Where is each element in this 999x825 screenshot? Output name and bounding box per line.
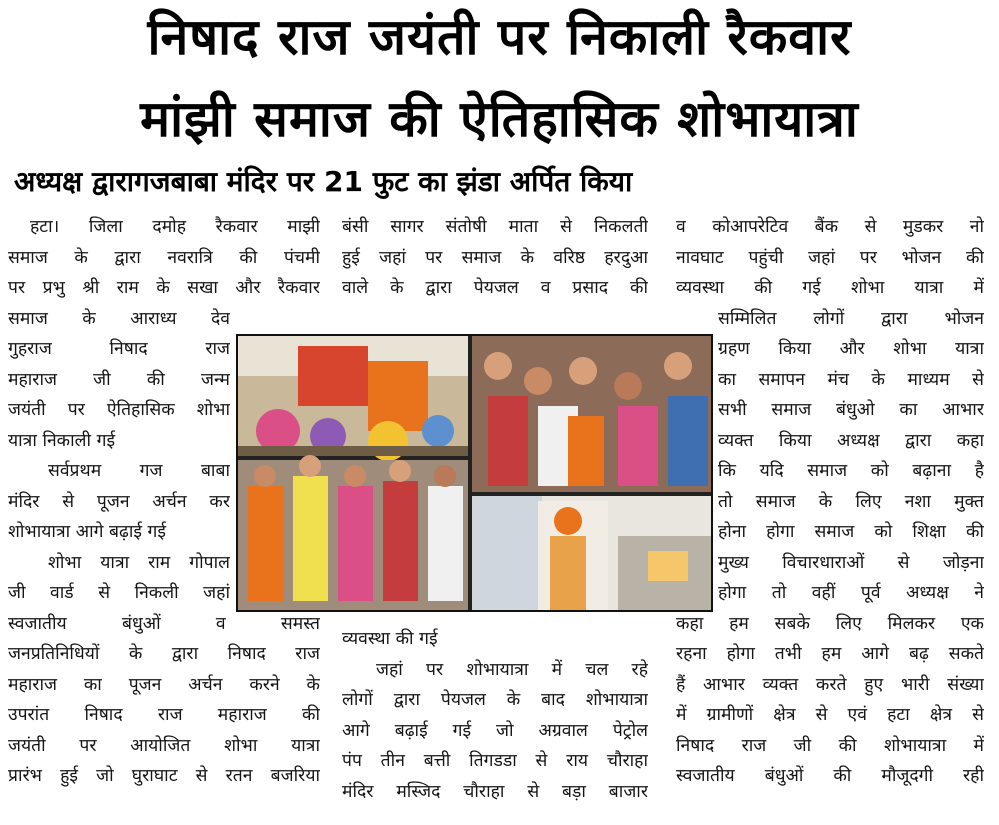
article-text-line: सम्मिलित लोगों द्वारा भोजन (718, 308, 984, 329)
article-text-line: रहना होगा तभी हम आगे बढ़ सकते (676, 644, 984, 664)
article-text-line: होगा तो वहीं पूर्व अध्यक्ष ने (718, 583, 984, 603)
article-text-line: समाज के द्वारा नवरात्रि की पंचमी (8, 247, 320, 268)
article-text-line: ग्रहण किया और शोभा यात्रा (718, 339, 984, 359)
article-text-line: गुहराज निषाद राज (8, 339, 230, 359)
article-text-line: प्रारंभ हुई जो घुराघाट से रतन बजरिया (8, 766, 320, 786)
article-text-line: पर प्रभु श्री राम के सखा और रैकवार (8, 278, 320, 298)
article-text-line: हैं आभार व्यक्त करते हुए भारी संख्या (676, 674, 984, 695)
article-text-line: होना होगा समाज को शिक्षा की (718, 522, 984, 542)
article-text-line: तो समाज के लिए नशा मुक्त (718, 491, 984, 512)
article-text-line: का समापन मंच के माध्यम से (718, 369, 984, 390)
article-text-line: जी वार्ड से निकली जहां (8, 583, 230, 603)
article-text-line: स्वजातीय बंधुओं व समस्त (8, 613, 320, 634)
article-text-line: कहा हम सबके लिए मिलकर एक (676, 613, 984, 634)
article-text-line: जयंती पर आयोजित शोभा यात्रा (8, 735, 320, 756)
article-text-line: निषाद राज जी की शोभायात्रा में (676, 735, 984, 756)
article-text-line: महाराज का पूजन अर्चन करने के (8, 674, 320, 695)
article-text-line: में ग्रामीणों क्षेत्र से एवं हटा क्षेत्र से (676, 705, 984, 725)
article-text-line: पंप तीन बत्ती तिगडडा से राय चौराहा (342, 751, 648, 771)
subheadline: अध्यक्ष द्वारागजबाबा मंदिर पर 21 फुट का झंडा अर्पित किया (14, 165, 633, 198)
article-text-line: जयंती पर ऐतिहासिक शोभा (8, 400, 230, 420)
article-text-line: व्यवस्था की गई शोभा यात्रा में (676, 278, 984, 298)
article-text-line: समाज के आराध्य देव (8, 308, 230, 329)
article-text-line: स्वजातीय बंधुओं की मौजूदगी रही (676, 766, 984, 786)
article-text-line: उपरांत निषाद राज महाराज की (8, 705, 320, 725)
article-text-line: वाले के द्वारा पेयजल व प्रसाद की (342, 278, 648, 298)
article-text-line: सभी समाज बंधुओ का आभार (718, 400, 984, 420)
article-text-line: व्यवस्था की गई (342, 629, 438, 649)
article-text-line: बंसी सागर संतोषी माता से निकलती (342, 217, 648, 237)
article-text-line: सर्वप्रथम गज बाबा (48, 461, 230, 481)
article-text-line: हटा। जिला दमोह रैकवार माझी (30, 217, 320, 237)
article-text-line: जनप्रतिनिधियों के द्वारा निषाद राज (8, 644, 320, 664)
article-text-line: शोभायात्रा आगे बढ़ाई गई (8, 522, 166, 542)
headline-line-2: मांझी समाज की ऐतिहासिक शोभायात्रा (140, 90, 859, 148)
article-text-line: मंदिर से पूजन अर्चन कर (8, 491, 230, 512)
article-text-line: लोगों द्वारा पेयजल के बाद शोभायात्रा (342, 690, 648, 710)
headline-line-1: निषाद राज जयंती पर निकाली रैकवार (147, 8, 852, 66)
article-text-line: यात्रा निकाली गई (8, 430, 116, 451)
article-text-line: मुख्य विचारधाराओं से जोड़ना (718, 552, 984, 573)
article-text-line: मंदिर मस्जिद चौराहा से बड़ा बाजार (342, 781, 648, 802)
photo-collage-graphic (238, 336, 711, 610)
article-text-line: जहां पर शोभायात्रा में चल रहे (376, 659, 648, 680)
article-text-line: नावघाट पहुंची जहां पर भोजन की (676, 247, 984, 268)
article-text-line: महाराज जी की जन्म (8, 369, 230, 390)
article-text-line: व कोआपरेटिव बैंक से मुडकर नो (676, 217, 984, 237)
article-text-line: हुई जहां पर समाज के वरिष्ठ हरदुआ (342, 247, 648, 268)
article-text-line: कि यदि समाज को बढ़ाना है (718, 461, 984, 481)
article-text-line: शोभा यात्रा राम गोपाल (48, 552, 230, 573)
article-text-line: आगे बढ़ाई गई जो अग्रवाल पेट्रोल (342, 720, 648, 741)
article-text-line: व्यक्त किया अध्यक्ष द्वारा कहा (718, 430, 984, 451)
news-photo-collage (236, 334, 713, 612)
